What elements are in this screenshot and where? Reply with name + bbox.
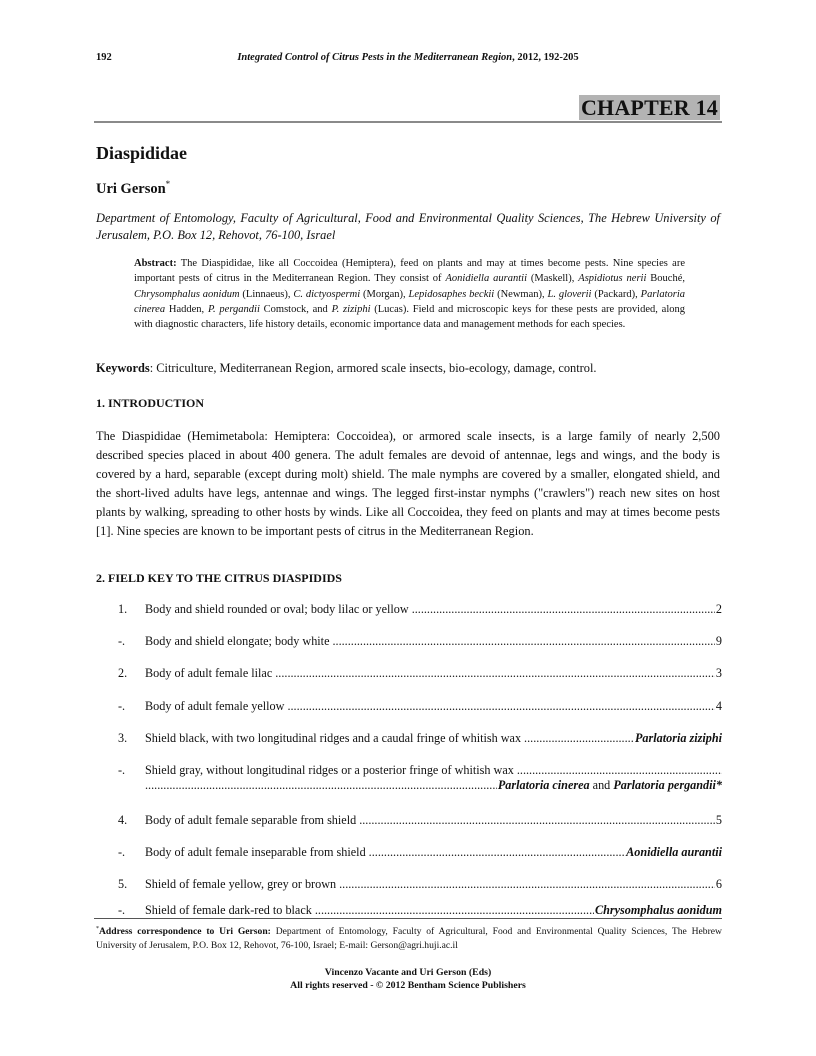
key-entry-number: -. xyxy=(118,699,126,713)
section-heading-introduction: 1. INTRODUCTION xyxy=(96,396,205,410)
leader-dots xyxy=(369,845,625,860)
key-entry-text: Body and shield rounded or oval; body lilac or yellow xyxy=(145,602,409,616)
key-entry-result: 4 xyxy=(715,699,722,713)
species-name: Chrysomphalus aonidum xyxy=(134,288,240,300)
keywords-label: Keywords xyxy=(96,361,150,375)
footnote-text: Department of Entomology, Faculty of Agricultural, Food and Environmental Quality Sciences, The Hebrew University of Jerusalem, P.O. Box 12, Rehovot, 76-100, Israel; E-mail: Gerson@agri.huji.ac.il xyxy=(96,926,722,952)
key-entry-result: 2 xyxy=(715,602,722,616)
leader-dots xyxy=(145,778,497,793)
key-entry-number: -. xyxy=(118,634,126,648)
leader-dots xyxy=(315,903,594,918)
abstract-body xyxy=(134,258,685,330)
leader-dots xyxy=(412,602,715,617)
abstract-text: The Diaspididae, like all Coccoidea (Hemiptera), feed on plants and may at times become pests. Nine species are important pests of citrus in the Mediterranean Region. They consist of xyxy=(134,258,685,285)
abstract-text: Bouché, xyxy=(646,273,685,285)
copyright-line: All rights reserved - © 2012 Bentham Science Publishers xyxy=(290,980,526,991)
key-entry xyxy=(118,877,722,893)
key-entry xyxy=(118,699,722,715)
author-name: Uri Gerson xyxy=(96,180,166,197)
key-entry-result-species: Chrysomphalus aonidum xyxy=(595,903,722,917)
key-entry xyxy=(118,602,722,618)
key-entry-number: -. xyxy=(118,903,126,917)
leader-dots xyxy=(524,731,634,746)
leader-dots xyxy=(332,634,714,649)
leader-dots xyxy=(517,763,722,778)
key-entry xyxy=(118,634,722,650)
footnote-mark: * xyxy=(96,926,99,932)
introduction-paragraph: The Diaspididae (Hemimetabola: Hemiptera: Coccoidea), or armored scale insects, is a large family of nearly 2,500 described species placed in about 400 genera. The adult females are devoid of antennae, legs and wings, and the body is covered by a hard, separable (except during molt) shield. The male nymphs are covered by a smaller, elongated shield, and the short-lived adults have legs, antennae and wings. The legged first-instar nymphs ("crawlers") reach new sites on host plants by walking, spreading to other hosts by winds. Like all Coccoidea, they feed on plants and may at times become pests [1]. Nine species are known to be important pests of citrus in the Mediterranean Region. xyxy=(96,429,720,538)
key-entry xyxy=(118,813,722,829)
species-name: P. ziziphi xyxy=(331,303,371,315)
journal-citation xyxy=(96,52,720,63)
abstract-text: (Packard), xyxy=(591,288,641,300)
abstract xyxy=(134,256,685,332)
footnote-label: Address correspondence to Uri Gerson: xyxy=(99,926,271,938)
author-footnote-mark: * xyxy=(165,179,171,189)
correspondence-footnote xyxy=(96,922,722,953)
key-entry-text: Shield of female yellow, grey or brown xyxy=(145,877,337,891)
key-entry-text: Body of adult female yellow xyxy=(145,699,285,713)
abstract-text: Hadden, xyxy=(165,303,208,315)
leader-dots xyxy=(339,877,715,892)
leader-dots xyxy=(275,666,715,681)
publisher-footer xyxy=(96,966,720,992)
leader-dots xyxy=(359,813,715,828)
key-entry-text: Body of adult female separable from shield xyxy=(145,813,357,827)
species-name: Parlatoria cinerea xyxy=(134,288,685,315)
abstract-text: (Morgan), xyxy=(360,288,409,300)
key-entry-text: Shield of female dark-red to black xyxy=(145,903,312,917)
journal-title: Integrated Control of Citrus Pests in the Mediterranean Region xyxy=(237,52,513,63)
keywords xyxy=(96,361,720,376)
key-entry-number: 5. xyxy=(118,877,128,891)
page-number: 192 xyxy=(96,52,112,63)
species-name: Aonidiella aurantii xyxy=(445,273,527,285)
journal-year-pages: , 2012, 192-205 xyxy=(512,52,579,63)
key-entry xyxy=(118,666,722,682)
abstract-text: (Lucas). Field and microscopic keys for these pests are provided, along with diagnostic characters, life history details, economic importance data and management methods for each species. xyxy=(134,303,685,331)
key-entry-result: 6 xyxy=(715,877,722,891)
header-divider xyxy=(94,121,722,123)
key-entry-result-species: Parlatoria cinerea and Parlatoria pergandii* xyxy=(497,778,722,792)
abstract-text: (Maskell), xyxy=(526,273,579,285)
key-entry-result-species: Parlatoria ziziphi xyxy=(634,731,722,745)
key-entry-number: 3. xyxy=(118,731,128,745)
key-entry-text: Shield black, with two longitudinal ridges and a caudal fringe of whitish wax xyxy=(145,731,522,745)
key-entry-text: Shield gray, without longitudinal ridges or a posterior fringe of whitish wax xyxy=(145,763,514,777)
section-heading-field-key: 2. FIELD KEY TO THE CITRUS DIASPIDIDS xyxy=(96,571,342,585)
keywords-text: : Citriculture, Mediterranean Region, armored scale insects, bio-ecology, damage, control. xyxy=(149,361,597,375)
chapter-label: CHAPTER 14 xyxy=(580,95,718,120)
abstract-text: Comstock, and xyxy=(259,303,332,315)
key-entry-number: -. xyxy=(118,845,126,859)
article-title: Diaspididae xyxy=(96,143,188,163)
key-entry xyxy=(118,763,722,795)
abstract-text: (Linnaeus), xyxy=(239,288,294,300)
key-entry-result: 3 xyxy=(715,666,722,680)
key-entry-result: 9 xyxy=(715,634,722,648)
key-entry xyxy=(118,845,722,861)
leader-dots xyxy=(287,699,714,714)
key-entry-text: Body of adult female inseparable from shield xyxy=(145,845,366,859)
key-entry xyxy=(118,903,722,919)
key-entry-result-species: Aonidiella aurantii xyxy=(626,845,722,859)
species-name: C. dictyospermi xyxy=(293,288,361,300)
key-entry-result: 5 xyxy=(715,813,722,827)
key-entry-text: Body and shield elongate; body white xyxy=(145,634,330,648)
species-name: Lepidosaphes beckii xyxy=(408,288,495,300)
author xyxy=(96,179,170,198)
key-entry xyxy=(118,731,722,747)
footnote-divider xyxy=(94,918,722,919)
editors-line: Vincenzo Vacante and Uri Gerson (Eds) xyxy=(324,967,492,978)
key-entry-number: -. xyxy=(118,763,126,777)
abstract-text: (Newman), xyxy=(494,288,548,300)
key-entry-text: Body of adult female lilac xyxy=(145,666,273,680)
abstract-label: Abstract: xyxy=(134,258,177,269)
species-name: P. pergandii xyxy=(207,303,260,315)
key-entry-number: 2. xyxy=(118,666,128,680)
key-entry-number: 4. xyxy=(118,813,128,827)
affiliation: Department of Entomology, Faculty of Agricultural, Food and Environmental Quality Sciences, The Hebrew University of Jerusalem, P.O. Box 12, Rehovot, 76-100, Israel xyxy=(96,211,720,242)
species-name: Aspidiotus nerii xyxy=(578,273,647,285)
key-entry-number: 1. xyxy=(118,602,128,616)
species-name: L. gloverii xyxy=(547,288,592,300)
